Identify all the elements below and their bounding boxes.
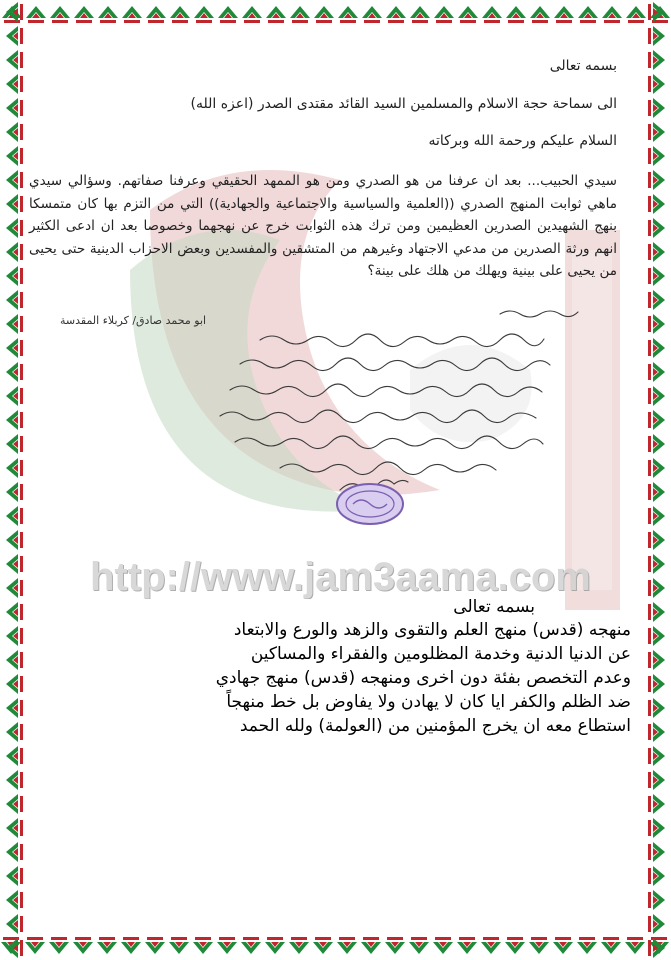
typed-reply: [71, 596, 631, 738]
document-page: [30, 30, 641, 930]
office-seal: [335, 482, 405, 526]
typed-reply-title: بسمه تعالى: [453, 597, 535, 617]
letter-addressee: الى سماحة حجة الاسلام والمسلمين السيد القائد مقتدى الصدر (اعزه الله): [190, 96, 617, 112]
decorative-border-bottom: [0, 930, 671, 960]
watermark-url: http://www.jam3aama.com: [90, 555, 591, 599]
decorative-border-right: [641, 0, 671, 960]
letter-greeting: السلام عليكم ورحمة الله وبركاته: [428, 133, 617, 149]
typed-reply-line: منهجه (قدس) منهج العلم والتقوى والزهد والورع والابتعاد: [233, 620, 631, 640]
typed-reply-line: ضد الظلم والكفر ايا كان لا يهادن ولا يفاوض بل خط منهجاً: [226, 692, 631, 712]
typed-reply-line: وعدم التخصص بفئة دون اخرى ومنهجه (قدس) منهج جهادي: [215, 668, 631, 688]
decorative-border-left: [0, 0, 30, 960]
letter-body: سيدي الحبيب... بعد ان عرفنا من هو الصدري ومن هو الممهد الحقيقي وعرفنا صفاتهم. وسؤالي سيدي ماهي ثوابت المنهج الصدري ((العلمية والسياسية والاجتماعية والجهادية)) التي من التزم بها كان متمسكا بنهج الشهيدين الصدرين العظيمين ومن ترك هذه الثوابت خرج عن نهجهما وخصوصا بعد ان ادعى الكثير انهم ورثة الصدرين من مدعي الاجتهاد وغيرهم من المتشقين والمفسدين وبعض الاحزاب الدينية حتى يحيى من يحيى على بينية ويهلك من هلك على بينة؟: [29, 173, 617, 279]
typed-reply-line: عن الدنيا الدنية وخدمة المظلومين والفقراء والمساكين: [250, 644, 631, 664]
handwritten-reply: [30, 292, 641, 492]
typed-reply-line: استطاع معه ان يخرج المؤمنين من (العولمة) ولله الحمد: [239, 716, 631, 736]
letter-salutation: بسمه تعالى: [549, 58, 617, 74]
letter-signer: ابو محمد صادق/ كربلاء المقدسة: [60, 314, 207, 327]
decorative-border-top: [0, 0, 671, 30]
